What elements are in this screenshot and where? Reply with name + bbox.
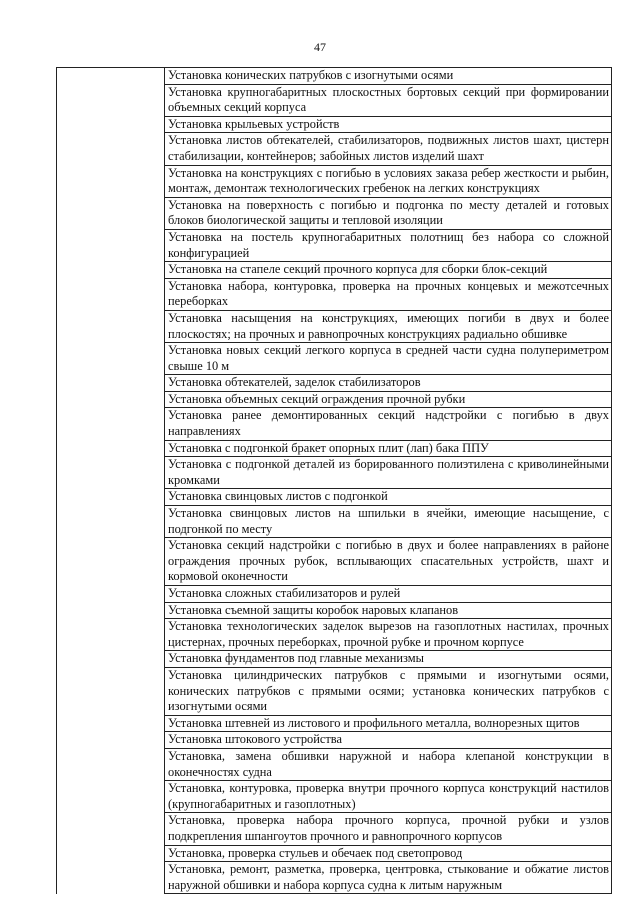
- operation-description: Установка новых секций легкого корпуса в средней части судна полупериметром свыше 10 м: [165, 343, 612, 375]
- table-row: [57, 68, 612, 85]
- operation-description: Установка секций надстройки с погибью в двух и более направлениях в районе ограждения прочных рубок, всплывающих спасательных устройств, шахт и кормовой оконечности: [165, 538, 612, 586]
- operation-description: Установка ранее демонтированных секций надстройки с погибью в двух направлениях: [165, 408, 612, 440]
- page-number: 47: [314, 40, 326, 54]
- operation-description: Установка объемных секций ограждения прочной рубки: [165, 391, 612, 408]
- operation-description: Установка цилиндрических патрубков с прямыми и изогнутыми осями, конических патрубков с прямыми осями; установка конических патрубков с изогнутыми осями: [165, 667, 612, 715]
- operation-description: Установка технологических заделок вырезов на газоплотных настилах, прочных цистернах, прочных переборках, прочной рубке и прочном корпусе: [165, 619, 612, 651]
- operation-description: Установка крыльевых устройств: [165, 116, 612, 133]
- operation-description: Установка фундаментов под главные механизмы: [165, 651, 612, 668]
- operation-description: Установка с подгонкой бракет опорных плит (лап) бака ППУ: [165, 440, 612, 457]
- operation-description: Установка, замена обшивки наружной и набора клепаной конструкции в оконечностях судна: [165, 748, 612, 780]
- profession-cell: [57, 68, 165, 894]
- operations-table-body: [57, 68, 612, 894]
- operations-table: [56, 67, 612, 894]
- operation-description: Установка, проверка стульев и обечаек под светопровод: [165, 845, 612, 862]
- operation-description: Установка свинцовых листов с подгонкой: [165, 489, 612, 506]
- operation-description: Установка штокового устройства: [165, 732, 612, 749]
- operation-description: Установка свинцовых листов на шпильки в ячейки, имеющие насыщение, с подгонкой по месту: [165, 506, 612, 538]
- operation-description: Установка набора, контуровка, проверка на прочных концевых и межотсечных переборках: [165, 278, 612, 310]
- operation-description: Установка с подгонкой деталей из борированного полиэтилена с криволинейными кромками: [165, 457, 612, 489]
- operation-description: Установка, контуровка, проверка внутри прочного корпуса конструкций настилов (крупногабаритных и газоплотных): [165, 781, 612, 813]
- operation-description: Установка на стапеле секций прочного корпуса для сборки блок-секций: [165, 262, 612, 279]
- operation-description: Установка, проверка набора прочного корпуса, прочной рубки и узлов подкрепления шпангоутов прочного и равнопрочного корпусов: [165, 813, 612, 845]
- operation-description: Установка съемной защиты коробок наровых клапанов: [165, 602, 612, 619]
- operation-description: Установка насыщения на конструкциях, имеющих погиби в двух и более плоскостях; на прочных и равнопрочных конструкциях радиально обшивке: [165, 310, 612, 342]
- operation-description: Установка обтекателей, заделок стабилизаторов: [165, 375, 612, 392]
- operation-description: Установка крупногабаритных плоскостных бортовых секций при формировании объемных секций корпуса: [165, 84, 612, 116]
- operation-description: Установка штевней из листового и профильного металла, волнорезных щитов: [165, 715, 612, 732]
- operation-description: Установка на конструкциях с погибью в условиях заказа ребер жесткости и рыбин, монтаж, демонтаж технологических гребенок на легких конструкциях: [165, 165, 612, 197]
- operation-description: Установка сложных стабилизаторов и рулей: [165, 586, 612, 603]
- operation-description: Установка на поверхность с погибью и подгонка по месту деталей и готовых блоков биологической защиты и тепловой изоляции: [165, 197, 612, 229]
- operation-description: Установка на постель крупногабаритных полотнищ без набора со сложной конфигурацией: [165, 229, 612, 261]
- operation-description: Установка, ремонт, разметка, проверка, центровка, стыкование и обжатие листов наружной обшивки и набора корпуса судна к литым наружным: [165, 862, 612, 894]
- operation-description: Установка конических патрубков с изогнутыми осями: [165, 68, 612, 85]
- operation-description: Установка листов обтекателей, стабилизаторов, подвижных листов шахт, цистерн стабилизации, контейнеров; забойных листов изделий шахт: [165, 133, 612, 165]
